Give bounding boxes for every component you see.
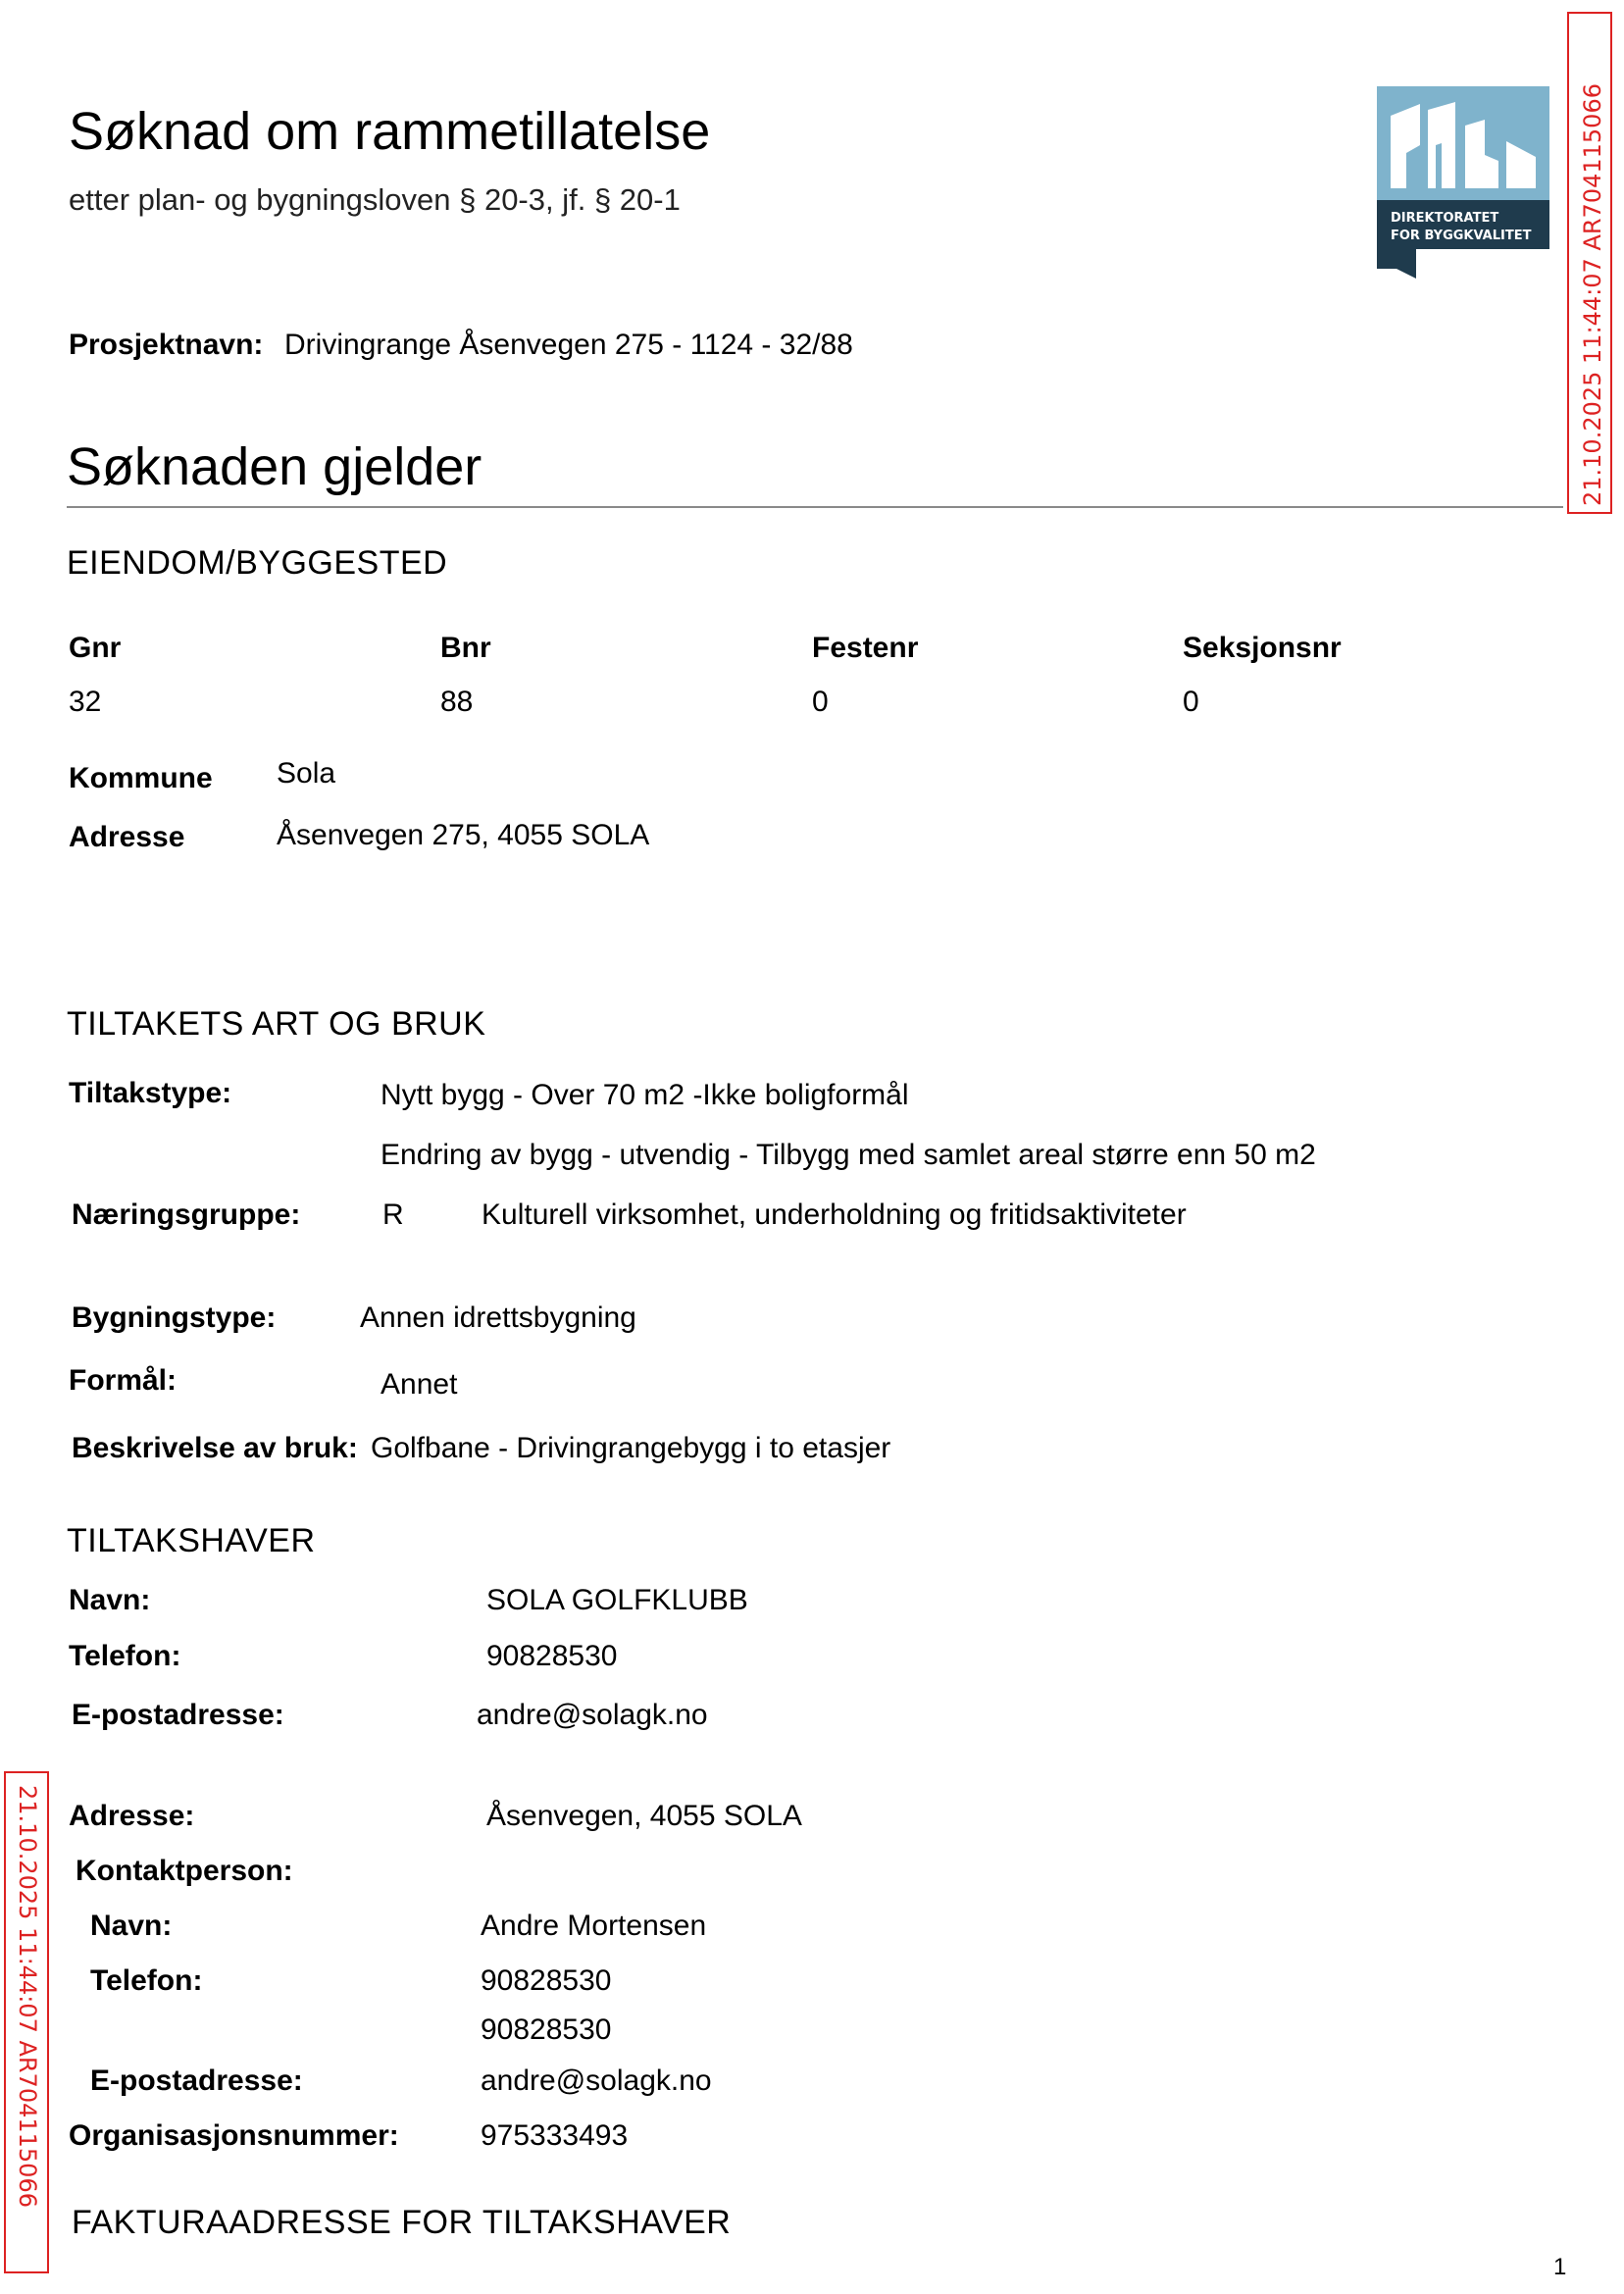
col-festenr: Festenr: [812, 632, 919, 664]
beskrivelse-value: Golfbane - Drivingrangebygg i to etasjer: [371, 1432, 891, 1464]
stamp-text-bottom: 21.10.2025 11:44:07 AR704115066: [14, 1785, 41, 2208]
formaal-value: Annet: [381, 1368, 458, 1401]
navn-value: SOLA GOLFKLUBB: [486, 1584, 748, 1616]
faktura-heading: FAKTURAADRESSE FOR TILTAKSHAVER: [72, 2204, 732, 2241]
col-gnr: Gnr: [69, 632, 122, 664]
naeringsgruppe-label: Næringsgruppe:: [72, 1198, 301, 1231]
kommune-label: Kommune: [69, 762, 213, 794]
bygningstype-value: Annen idrettsbygning: [360, 1301, 636, 1334]
formaal-label: Formål:: [69, 1364, 178, 1397]
section-divider: [67, 506, 1563, 508]
telefon-value: 90828530: [486, 1640, 618, 1672]
kontakt-label: Kontaktperson:: [76, 1855, 293, 1887]
tiltak-heading: TILTAKETS ART OG BRUK: [67, 1005, 486, 1043]
tiltakshaver-heading: TILTAKSHAVER: [67, 1522, 316, 1559]
col-bnr: Bnr: [440, 632, 491, 664]
kontakt-telefon-2: 90828530: [481, 2014, 612, 2046]
th-adresse-label: Adresse:: [69, 1800, 195, 1832]
document-subtitle: etter plan- og bygningsloven § 20-3, jf. § 20-1: [69, 182, 681, 217]
timestamp-stamp-top: [1567, 12, 1612, 514]
naeringsgruppe-code: R: [382, 1198, 404, 1231]
kontakt-navn-label: Navn:: [90, 1910, 173, 1942]
adresse-value: Åsenvegen 275, 4055 SOLA: [277, 819, 650, 851]
logo-line1: DIREKTORATET: [1391, 211, 1499, 226]
naeringsgruppe-value: Kulturell virksomhet, underholdning og fritidsaktiviteter: [482, 1198, 1187, 1231]
logo-line2: FOR BYGGKVALITET: [1391, 229, 1532, 243]
seksjonsnr-value: 0: [1183, 686, 1199, 718]
stamp-text: 21.10.2025 11:44:07 AR704115066: [1579, 83, 1606, 506]
kontakt-epost-value: andre@solagk.no: [481, 2065, 712, 2097]
project-label: Prosjektnavn:: [69, 329, 264, 361]
dibk-logo: [1377, 86, 1549, 279]
tiltakstype-label: Tiltakstype:: [69, 1077, 232, 1109]
kontakt-epost-label: E-postadresse:: [90, 2065, 303, 2097]
timestamp-stamp-bottom: [4, 1771, 49, 2273]
orgnr-value: 975333493: [481, 2119, 629, 2152]
navn-label: Navn:: [69, 1584, 151, 1616]
epost-value: andre@solagk.no: [477, 1699, 708, 1731]
adresse-label: Adresse: [69, 821, 185, 853]
kontakt-telefon-label: Telefon:: [90, 1964, 203, 1997]
bnr-value: 88: [440, 686, 474, 718]
tiltakstype-1: Nytt bygg - Over 70 m2 -Ikke boligformål: [381, 1079, 909, 1111]
gnr-value: 32: [69, 686, 102, 718]
beskrivelse-label: Beskrivelse av bruk:: [72, 1432, 358, 1464]
page-number: 1: [1553, 2254, 1567, 2280]
festenr-value: 0: [812, 686, 829, 718]
section-heading: Søknaden gjelder: [67, 437, 482, 496]
th-adresse-value: Åsenvegen, 4055 SOLA: [486, 1800, 802, 1832]
document-title: Søknad om rammetillatelse: [69, 102, 711, 161]
kommune-value: Sola: [277, 757, 336, 790]
kontakt-telefon-1: 90828530: [481, 1964, 612, 1997]
project-value: Drivingrange Åsenvegen 275 - 1124 - 32/88: [284, 329, 853, 361]
epost-label: E-postadresse:: [72, 1699, 284, 1731]
eiendom-heading: EIENDOM/BYGGESTED: [67, 544, 448, 582]
telefon-label: Telefon:: [69, 1640, 181, 1672]
col-seksjonsnr: Seksjonsnr: [1183, 632, 1342, 664]
orgnr-label: Organisasjonsnummer:: [69, 2119, 399, 2152]
tiltakstype-2: Endring av bygg - utvendig - Tilbygg med samlet areal større enn 50 m2: [381, 1139, 1316, 1171]
kontakt-navn-value: Andre Mortensen: [481, 1910, 707, 1942]
bygningstype-label: Bygningstype:: [72, 1301, 277, 1334]
